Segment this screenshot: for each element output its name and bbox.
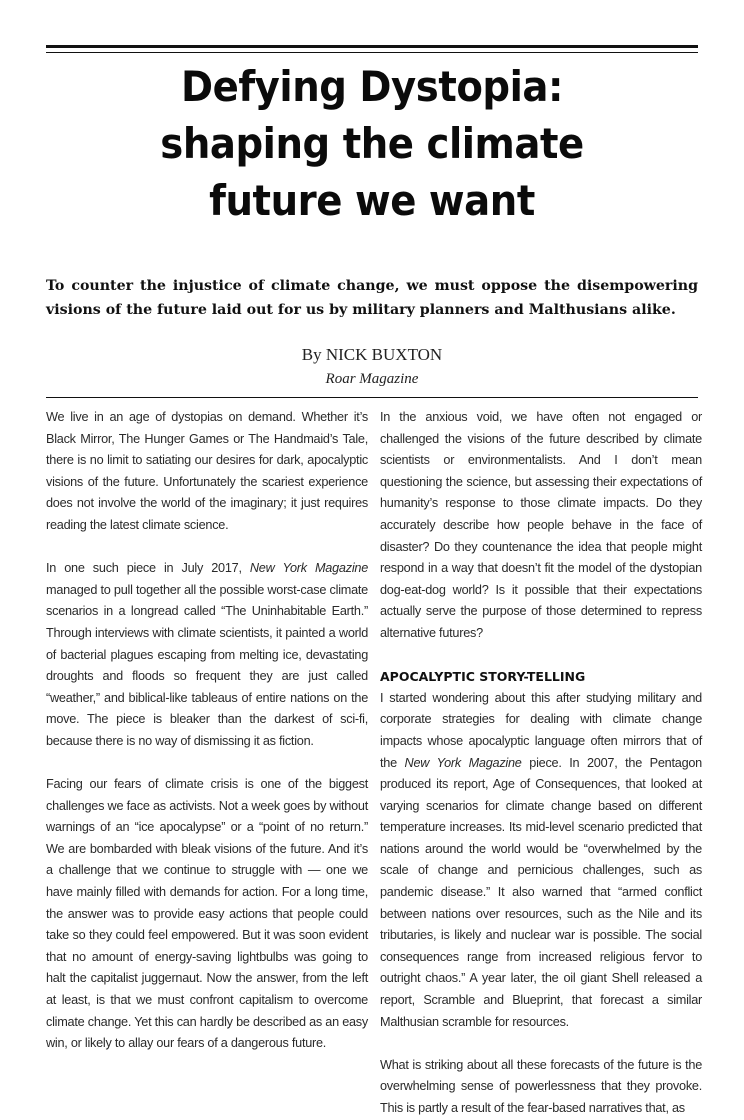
byline-rule bbox=[46, 397, 698, 398]
section-subheading: APOCALYPTIC STORY-TELLING bbox=[380, 669, 586, 685]
title-line-2: shaping the climate bbox=[160, 119, 584, 168]
top-rule-thick bbox=[46, 45, 698, 48]
byline: By NICK BUXTON bbox=[301, 345, 443, 364]
title-line-1: Defying Dystopia: bbox=[180, 62, 564, 111]
publication-reference: New York Magazine bbox=[249, 561, 368, 576]
right-paragraph-2 bbox=[380, 688, 702, 1034]
publication-name: Roar Magazine bbox=[325, 371, 419, 387]
left-paragraph-2-rest: managed to pull together all the possible worst-case climate scenarios in a longread called “The Uninhabitable Earth.” Through interviews with climate scientists, it painted a world of bacterial plagues escaping from melting ice, devastating droughts and floods so frequent they are just called “weather,” and biblical-like tableaus of entire nations on the move. The piece is bleaker than the darkest of sci-fi, because there is no way of dismissing it as fiction. bbox=[46, 582, 368, 748]
top-rule-thin bbox=[46, 52, 698, 53]
left-paragraph-2 bbox=[46, 558, 368, 752]
right-paragraph-1: In the anxious void, we have often not engaged or challenged the visions of the future described by climate scientists or environmentalists. And I don’t mean questioning the science, but assessing their expectations of humanity’s response to those climate impacts. Do they accurately describe how people behave in the face of disaster? Do they countenance the idea that people might respond in a way that doesn’t fit the model of the dystopian dog-eat-dog world? Is it possible that their expectations actually serve the purpose of those determined to repress alternative futures? bbox=[380, 410, 702, 640]
right-paragraph-3: What is striking about all these forecasts of the future is the overwhelming sense of powerlessness that they provoke. This is partly a result of the fear-based narratives that, as bbox=[380, 1057, 702, 1115]
right-paragraph-2-rest: piece. In 2007, the Pentagon produced its report, Age of Consequences, that looked at varying scenarios for climate change based on different temperature increases. Its mid-level scenario predicted that nations around the world would be “overwhelmed by the scale of change and pernicious challenges, such as pandemic disease.” It also warned that “armed conflict between nations over resources, such as the Nile and its tributaries, is likely and nuclear war is possible. The social consequences range from increased religious fervor to outright chaos.” A year later, the oil giant Shell released a report, Scramble and Blueprint, that forecast a similar Malthusian scramble for resources. bbox=[380, 755, 702, 1029]
title-line-3: future we want bbox=[209, 176, 535, 225]
article-title bbox=[72, 58, 672, 229]
standfirst: To counter the injustice of climate change, we must oppose the disempowering visions of the future laid out for us by military planners and Malthusians alike. bbox=[46, 278, 698, 318]
left-paragraph-1: We live in an age of dystopias on demand. Whether it’s Black Mirror, The Hunger Games or The Handmaid’s Tale, there is no limit to satiating our desires for dark, apocalyptic visions of the future. Unfortunately the scariest experience does not involve the world of the imaginary; it just requires reading the latest climate science. bbox=[46, 410, 368, 532]
right-paragraph-2-start: I started wondering about this after studying military and corporate strategies for dealing with climate change impacts whose apocalyptic language often mirrors that of the bbox=[380, 690, 702, 770]
right-column bbox=[380, 407, 702, 1120]
publication-reference: New York Magazine bbox=[404, 755, 522, 770]
left-paragraph-2-start: In one such piece in July 2017, bbox=[46, 561, 250, 576]
left-column bbox=[46, 407, 368, 1055]
left-paragraph-3: Facing our fears of climate crisis is one of the biggest challenges we face as activists. Not a week goes by without warnings of an “ice apocalypse” or a “point of no return.” We are bombarded with bleak visions of the future. And it’s a challenge that we continue to struggle with — one we have mainly filled with demands for action. For a long time, the answer was to provide easy actions that people could take so they could feel empowered. But it was soon evident that no amount of energy-saving lightbulbs was going to halt the capitalist juggernaut. Now the answer, from the left at least, is that we must confront capitalism to overcome climate change. Yet this can hardly be described as an easy win, or likely to allay our fears of a dangerous future. bbox=[46, 777, 368, 1051]
